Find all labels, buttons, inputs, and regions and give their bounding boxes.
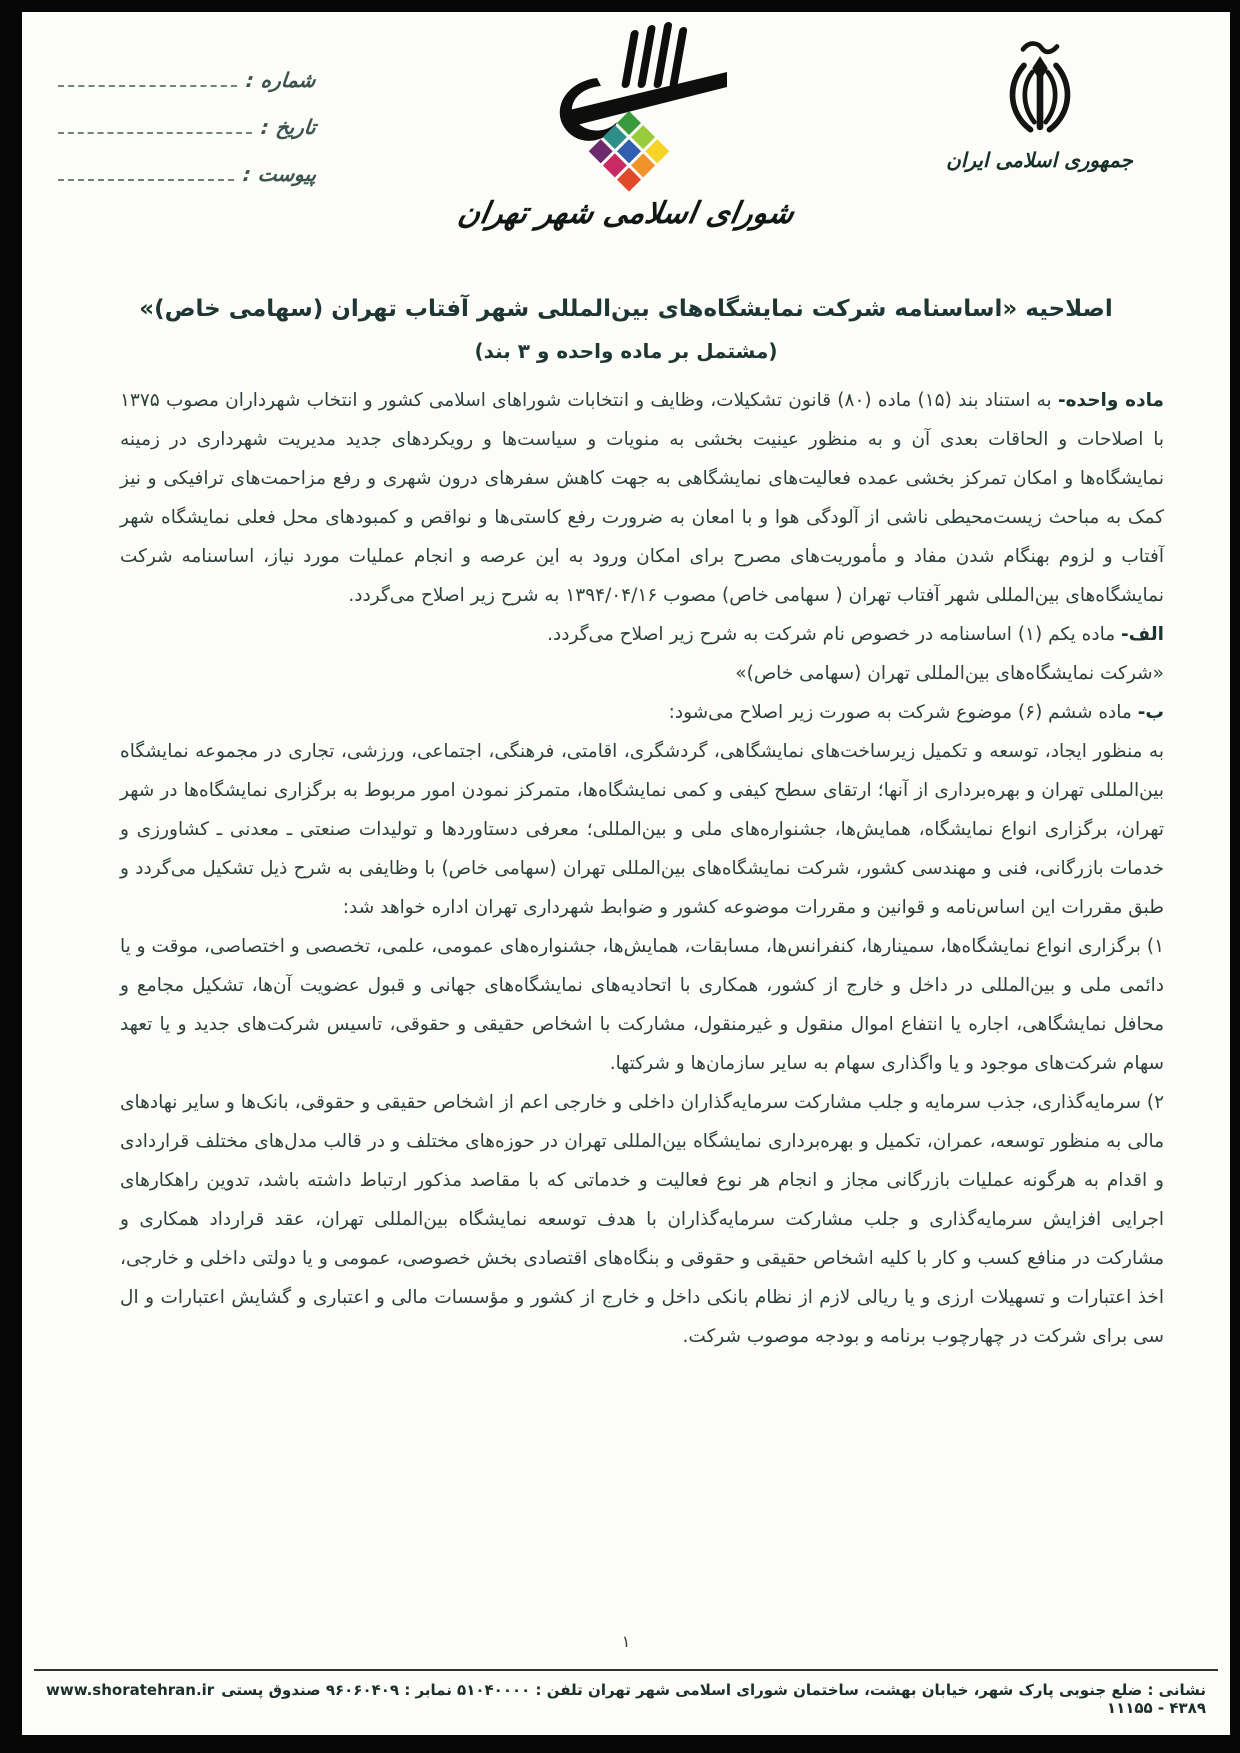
company-name-line: «شرکت نمایشگاه‌های بین‌المللی تهران (سهامی خاص)» xyxy=(735,663,1164,684)
emblem-caption: جمهوری اسلامی ایران xyxy=(946,148,1133,172)
field-attachment-label: پیوست : xyxy=(241,161,318,186)
field-number xyxy=(58,56,316,103)
organization-name: شورای اسلامی شهر تهران xyxy=(455,196,797,231)
single-article-lead: ماده واحده- xyxy=(1057,390,1164,411)
footer xyxy=(46,1681,1206,1717)
item-1-paragraph: ۱) برگزاری انواع نمایشگاه‌ها، سمینارها، کنفرانس‌ها، مسابقات، همایش‌ها، جشنواره‌های عمومی، علمی، تخصصی و اختصاصی، موقت و یا دائمی ملی و بین‌المللی در داخل و خارج از کشور، همکاری با اتحادیه‌های نمایشگاه‌های جهانی و قبول عضویت آن‌ها، تشکیل مجامع و محافل نمایشگاهی، اجاره یا انتفاع اموال منقول و غیرمنقول، مشارکت با اشخاص حقیقی و حقوقی، تاسیس شرکت‌های جدید و یا تعهد سهام شرکت‌های موجود و یا واگذاری سهام به سایر سازمان‌ها و شرکتها. xyxy=(120,936,1164,1074)
footer-website: www.shoratehran.ir xyxy=(46,1681,215,1699)
clause-a-paragraph xyxy=(120,615,1164,654)
item-2-paragraph: ۲) سرمایه‌گذاری، جذب سرمایه و جلب مشارکت سرمایه‌گذاران داخلی و خارجی اعم از اشخاص حقیقی و حقوقی، بانک‌ها و سایر نهادهای مالی به منظور توسعه، عمران، تکمیل و بهره‌برداری نمایشگاه بین‌المللی تهران در حوزه‌های مختلف و در قالب مدل‌های مختلف قراردادی و اقدام به هرگونه عملیات بازرگانی مجاز و انجام هر نوع فعالیت و خدماتی که با مقاصد مذکور ارتباط داشته باشد، تدوین راهکارهای اجرایی افزایش سرمایه‌گذاری و جلب مشارکت سرمایه‌گذاران با هدف توسعه نمایشگاه بین‌المللی تهران، عقد قرارداد همکاری و مشارکت در منافع کسب و کار با کلیه اشخاص حقیقی و حقوقی و بنگاه‌های اقتصادی بخش خصوصی، عمومی و یا دولتی داخلی و خارجی، اخذ اعتبارات و تسهیلات ارزی و یا ریالی لازم از نظام بانکی داخل و خارج از کشور و مؤسسات مالی و اعتباری و گشایش اعتبارات و ال سی برای شرکت در چهارچوب برنامه و بودجه موصوب شرکت. xyxy=(120,1092,1164,1347)
letterhead xyxy=(22,12,1230,240)
subject-paragraph: به منظور ایجاد، توسعه و تکمیل زیرساخت‌های نمایشگاهی، گردشگری، اقامتی، فرهنگی، اجتماعی، ورزشی، تجاری در مجموعه نمایشگاه بین‌المللی تهران و بهره‌برداری از آنها؛ ارتقای سطح کیفی و کمی نمایشگاه‌ها، متمرکز نمودن امور مربوط به برگزاری نمایشگاه‌ها در شهر تهران، برگزاری انواع نمایشگاه، همایش‌ها، جشنواره‌های ملی و بین‌المللی؛ معرفی دستاوردها و تولیدات صنعتی ـ معدنی ـ کشاورزی و خدمات بازرگانی، فنی و مهندسی کشور، شرکت نمایشگاه‌های بین‌المللی تهران (سهامی خاص) با وظایفی به شرح ذیل تشکیل می‌گردد و طبق مقررات این اساس‌نامه و قوانین و مقررات موضوعه کشور و ضوابط شهرداری تهران اداره خواهد شد: xyxy=(120,741,1164,918)
field-date xyxy=(58,103,316,150)
field-number-blank-line xyxy=(58,85,237,87)
reference-fields xyxy=(58,56,316,197)
clause-a-lead: الف- xyxy=(1121,624,1164,645)
field-attachment xyxy=(58,150,316,197)
footer-address: نشانی : ضلع جنوبی پارک شهر، خیابان بهشت، ساختمان شورای اسلامی شهر تهران تلفن : ۵۱۰۴۰۰۰۰ نمابر : ۹۶۰۶۰۴۰۹ صندوق پستی ۴۳۸۹ - ۱۱۱۵۵ xyxy=(221,1681,1206,1717)
title-line-2: (مشتمل بر ماده واحده و ۳ بند) xyxy=(474,339,778,363)
page-number: ۱ xyxy=(621,1632,631,1651)
clause-b-text: ماده ششم (۶) موضوع شرکت به صورت زیر اصلاح می‌شود: xyxy=(668,702,1138,723)
field-date-label: تاریخ : xyxy=(259,114,318,139)
document-body xyxy=(22,381,1230,1356)
iran-national-emblem-icon xyxy=(978,38,1102,142)
title-line-1: اصلاحیه «اساسنامه شرکت نمایشگاه‌های بین‌المللی شهر آفتاب تهران (سهامی خاص)» xyxy=(139,296,1113,322)
council-logo-block xyxy=(456,20,796,231)
clause-a-text: ماده یکم (۱) اساسنامه در خصوص نام شرکت به شرح زیر اصلاح می‌گردد. xyxy=(547,624,1121,645)
single-article-paragraph xyxy=(120,381,1164,615)
national-emblem-block xyxy=(937,38,1142,172)
field-date-blank-line xyxy=(58,132,252,134)
clause-b-paragraph xyxy=(120,693,1164,732)
tehran-council-logo-icon xyxy=(501,20,751,192)
document-title xyxy=(22,296,1230,363)
clause-b-lead: ب- xyxy=(1137,702,1164,723)
footer-divider xyxy=(34,1669,1218,1671)
field-number-label: شماره : xyxy=(245,67,318,92)
single-article-text: به استناد بند (۱۵) ماده (۸۰) قانون تشکیلات، وظایف و انتخابات شوراهای اسلامی کشور و انتخاب شهرداران مصوب ۱۳۷۵ با اصلاحات و الحاقات بعدی آن و به منظور عینیت بخشی به منویات و سیاست‌ها و رویکردهای جدید مدیریت شهرداری در زمینه نمایشگاه‌ها و امکان تمرکز بخشی عمده فعالیت‌های نمایشگاهی به جهت کاهش سفرهای درون شهری و رفع مزاحمت‌های ترافیکی و نیز کمک به مباحث زیست‌محیطی ناشی از آلودگی هوا و با امعان به ضرورت رفع کاستی‌ها و نواقص و کمبودهای محل فعلی نمایشگاه شهر آفتاب و لزوم بهنگام شدن مفاد و مأموریت‌های مصرح برای امکان ورود به این عرصه و انجام عملیات مورد نیاز، اساسنامه شرکت نمایشگاه‌های بین‌المللی شهر آفتاب تهران ( سهامی خاص) مصوب ۱۳۹۴/۰۴/۱۶ به شرح زیر اصلاح می‌گردد. xyxy=(120,390,1164,606)
field-attachment-blank-line xyxy=(58,179,234,181)
logo-color-tiles xyxy=(589,111,670,192)
